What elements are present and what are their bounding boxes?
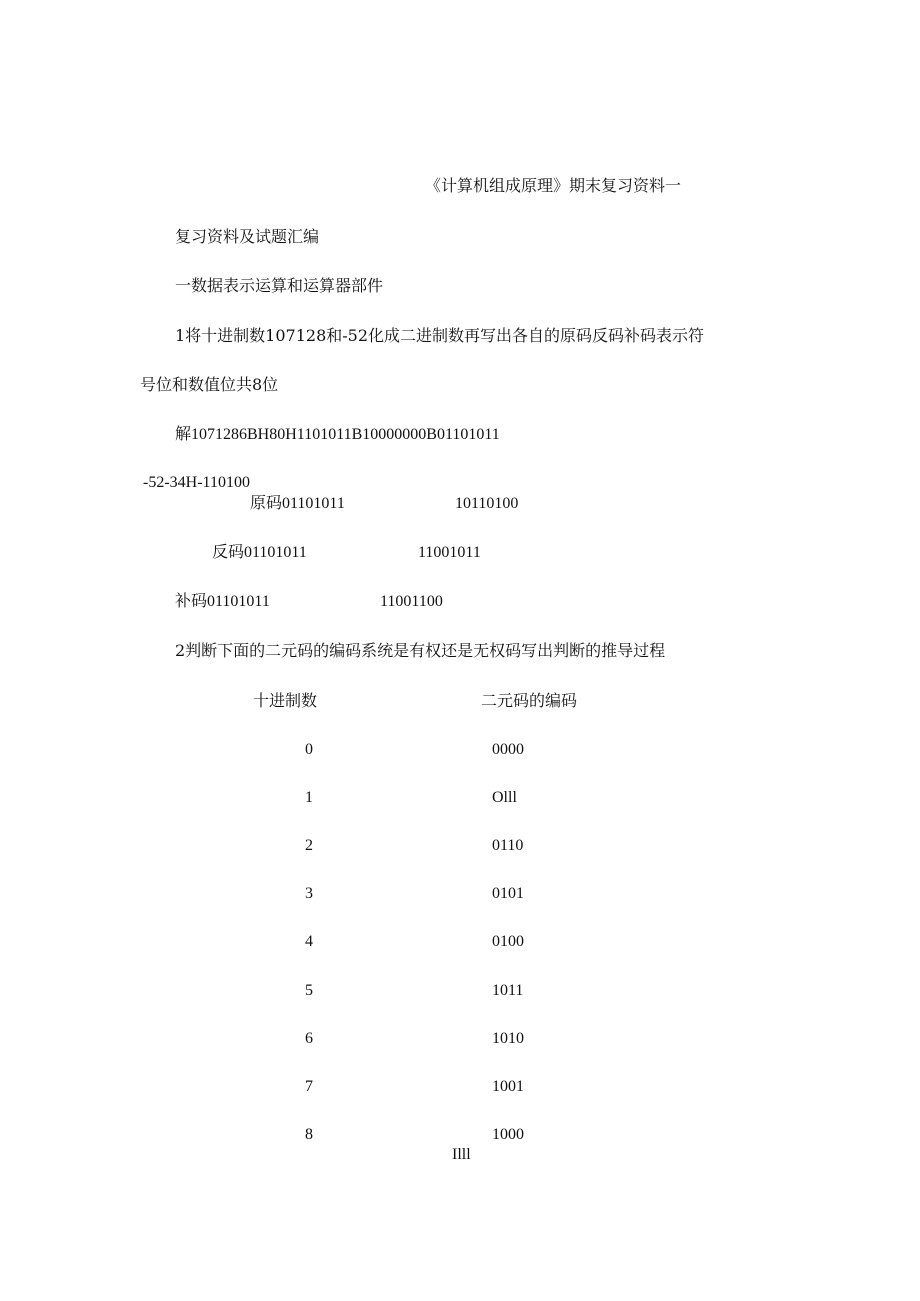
- table-row-1-code: Olll: [492, 789, 517, 806]
- table-row-2-code: 0110: [492, 837, 524, 854]
- doc-subtitle: 复习资料及试题汇编: [175, 227, 320, 246]
- yuanma-right: 10110100: [455, 495, 519, 512]
- buma-left: 补码01101011: [175, 593, 270, 610]
- question-1-line-2: 号位和数值位共8位: [140, 375, 279, 394]
- question-1-line-1: 1将十进制数107128和-52化成二进制数再写出各自的原码反码补码表示符: [175, 326, 705, 345]
- question-2-line: 2判断下面的二元码的编码系统是有权还是无权码写出判断的推导过程: [175, 641, 666, 660]
- table-row-4-code: 0100: [492, 933, 524, 950]
- yuanma-left: 原码01101011: [250, 495, 345, 512]
- table-row-2-decimal: 2: [305, 837, 313, 854]
- negative-conversion-line: -52-34H-110100: [143, 474, 250, 491]
- table-row-5-code: 1011: [492, 982, 524, 999]
- table-row-4-decimal: 4: [305, 933, 313, 950]
- table-row-3-code: 0101: [492, 885, 524, 902]
- table-row-7-code: 1001: [492, 1078, 524, 1095]
- table-header-decimal: 十进制数: [253, 691, 318, 710]
- solution-line: 解1071286BH80H1101011B10000000B01101011: [175, 426, 500, 443]
- fanma-right: 11001011: [418, 544, 481, 561]
- table-row-5-decimal: 5: [305, 982, 313, 999]
- fanma-left: 反码01101011: [212, 544, 307, 561]
- table-trailing-code: Illl: [452, 1146, 471, 1163]
- table-row-6-decimal: 6: [305, 1030, 313, 1047]
- table-row-3-decimal: 3: [305, 885, 313, 902]
- doc-title: 《计算机组成原理》期末复习资料一: [425, 176, 682, 195]
- table-row-0-decimal: 0: [305, 741, 313, 758]
- buma-right: 11001100: [380, 593, 443, 610]
- table-row-7-decimal: 7: [305, 1078, 313, 1095]
- section-heading: 一数据表示运算和运算器部件: [175, 276, 384, 295]
- table-row-8-code: 1000: [492, 1126, 524, 1143]
- table-row-8-decimal: 8: [305, 1126, 313, 1143]
- table-row-6-code: 1010: [492, 1030, 524, 1047]
- table-header-binary-code: 二元码的编码: [481, 691, 578, 710]
- table-row-1-decimal: 1: [305, 789, 313, 806]
- table-row-0-code: 0000: [492, 741, 524, 758]
